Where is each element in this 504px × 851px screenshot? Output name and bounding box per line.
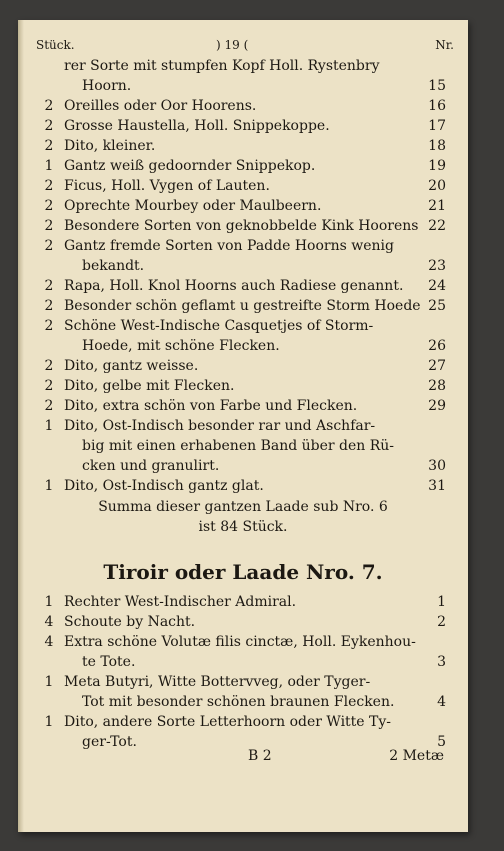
item-quantity: 2: [44, 118, 54, 134]
item-quantity: 2: [44, 238, 54, 254]
item-text: Gantz fremde Sorten von Padde Hoorns wenig: [64, 238, 394, 254]
item-text: big mit einen erhabenen Band über den Rü-: [82, 438, 395, 454]
item-text: Hoede, mit schöne Flecken.: [82, 338, 280, 354]
item-number: 26: [428, 338, 446, 354]
item-text: Extra schöne Volutæ filis cinctæ, Holl. Eykenhou-: [64, 634, 416, 650]
list-item: [18, 416, 468, 436]
item-quantity: 1: [44, 478, 54, 494]
item-text: Dito, gelbe mit Flecken.: [64, 378, 235, 394]
list-item: [18, 456, 468, 476]
item-text: Dito, extra schön von Farbe und Flecken.: [64, 398, 358, 414]
item-text: Rapa, Holl. Knol Hoorns auch Radiese genannt.: [64, 278, 404, 294]
item-quantity: 1: [44, 158, 54, 174]
list-item: [18, 56, 468, 76]
section-title: Tiroir oder Laade Nro. 7.: [103, 560, 383, 584]
header-left: Stück.: [36, 38, 75, 52]
item-quantity: 2: [44, 278, 54, 294]
item-number: 30: [428, 458, 446, 474]
item-number: 5: [437, 734, 446, 750]
item-text: Dito, Ost-Indisch besonder rar und Aschfar-: [64, 418, 376, 434]
item-text: Hoorn.: [82, 78, 132, 94]
item-text: Rechter West-Indischer Admiral.: [64, 594, 297, 610]
header-right: Nr.: [435, 38, 454, 52]
item-text: Schöne West-Indische Casquetjes of Storm-: [64, 318, 374, 334]
item-number: 18: [428, 138, 446, 154]
list-item: [18, 592, 468, 612]
item-quantity: 2: [44, 298, 54, 314]
item-quantity: 4: [44, 614, 54, 630]
item-text: Oreilles oder Oor Hoorens.: [64, 98, 257, 114]
summa-line-2: ist 84 Stück.: [198, 519, 288, 535]
item-text: te Tote.: [82, 654, 136, 670]
list-item: [18, 276, 468, 296]
list-item: [18, 296, 468, 316]
item-quantity: 2: [44, 98, 54, 114]
item-number: 27: [428, 358, 446, 374]
item-number: 28: [428, 378, 446, 394]
item-number: 21: [428, 198, 446, 214]
item-number: 4: [437, 694, 446, 710]
list-item: [18, 612, 468, 632]
item-number: 31: [428, 478, 446, 494]
item-text: Schoute by Nacht.: [64, 614, 196, 630]
list-item: [18, 652, 468, 672]
list-item: [18, 692, 468, 712]
list-item: [18, 76, 468, 96]
list-item: [18, 316, 468, 336]
item-number: 19: [428, 158, 446, 174]
item-quantity: 2: [44, 398, 54, 414]
item-text: Besondere Sorten von geknobbelde Kink Hoorens: [64, 218, 419, 234]
list-item: [18, 396, 468, 416]
list-item: [18, 376, 468, 396]
item-quantity: 1: [44, 674, 54, 690]
item-number: 17: [428, 118, 446, 134]
list-item: [18, 712, 468, 732]
list-item: [18, 336, 468, 356]
item-quantity: 1: [44, 418, 54, 434]
item-text: Dito, Ost-Indisch gantz glat.: [64, 478, 264, 494]
catchword: 2 Metæ: [389, 748, 444, 764]
item-text: Grosse Haustella, Holl. Snippekoppe.: [64, 118, 330, 134]
item-text: cken und granulirt.: [82, 458, 220, 474]
book-page: [18, 20, 468, 832]
list-item: [18, 156, 468, 176]
item-quantity: 4: [44, 634, 54, 650]
item-number: 25: [428, 298, 446, 314]
list-item: [18, 356, 468, 376]
list-item: [18, 176, 468, 196]
item-text: Dito, kleiner.: [64, 138, 156, 154]
page-number: ) 19 (: [216, 38, 249, 52]
summa-line-1: Summa dieser gantzen Laade sub Nro. 6: [98, 499, 388, 515]
item-quantity: 1: [44, 594, 54, 610]
item-text: bekandt.: [82, 258, 145, 274]
item-text: Dito, andere Sorte Letterhoorn oder Witte Ty-: [64, 714, 392, 730]
signature-mark: B 2: [248, 748, 272, 764]
list-item: [18, 256, 468, 276]
item-text: Dito, gantz weisse.: [64, 358, 199, 374]
item-quantity: 2: [44, 358, 54, 374]
list-item: [18, 116, 468, 136]
item-quantity: 1: [44, 714, 54, 730]
item-number: 20: [428, 178, 446, 194]
item-number: 16: [428, 98, 446, 114]
item-quantity: 2: [44, 378, 54, 394]
item-quantity: 2: [44, 218, 54, 234]
item-text: ger-Tot.: [82, 734, 137, 750]
list-item: [18, 632, 468, 652]
list-item: [18, 672, 468, 692]
item-text: Meta Butyri, Witte Bottervveg, oder Tyger-: [64, 674, 371, 690]
item-number: 22: [428, 218, 446, 234]
item-number: 1: [437, 594, 446, 610]
list-item: [18, 436, 468, 456]
item-quantity: 2: [44, 318, 54, 334]
item-number: 3: [437, 654, 446, 670]
item-text: Oprechte Mourbey oder Maulbeern.: [64, 198, 322, 214]
item-text: Tot mit besonder schönen braunen Flecken.: [82, 694, 395, 710]
list-item: [18, 216, 468, 236]
item-quantity: 2: [44, 138, 54, 154]
item-quantity: 2: [44, 178, 54, 194]
item-text: Gantz weiß gedoornder Snippekop.: [64, 158, 316, 174]
item-quantity: 2: [44, 198, 54, 214]
item-number: 15: [428, 78, 446, 94]
item-number: 2: [437, 614, 446, 630]
list-item: [18, 96, 468, 116]
list-item: [18, 196, 468, 216]
item-text: Besonder schön geflamt u gestreifte Storm Hoede: [64, 298, 421, 314]
list-item: [18, 136, 468, 156]
item-number: 29: [428, 398, 446, 414]
item-text: rer Sorte mit stumpfen Kopf Holl. Rystenbry: [64, 58, 380, 74]
list-item: [18, 476, 468, 496]
item-text: Ficus, Holl. Vygen of Lauten.: [64, 178, 270, 194]
item-number: 24: [428, 278, 446, 294]
list-item: [18, 236, 468, 256]
item-number: 23: [428, 258, 446, 274]
